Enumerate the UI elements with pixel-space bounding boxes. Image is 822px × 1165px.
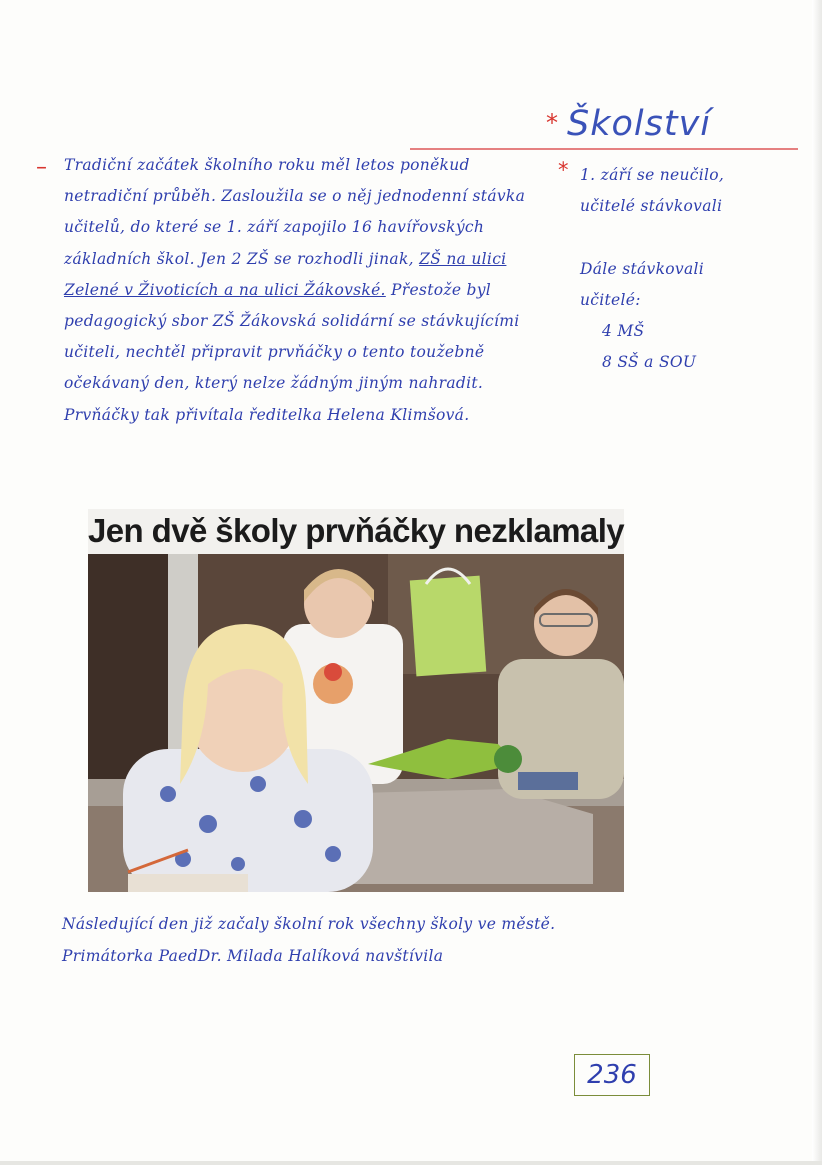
side-note-strike-line1: 1. září se neučilo, (580, 166, 725, 184)
main-paragraph-part2: Přestože byl pedagogický sbor ZŠ Žákovská solidární se stávkujícími učiteli, nechtěl připravit prvňáčky o tento toužebně očekávaný den, který nelze žádným jiným nahradit. Prvňáčky tak přivítala ředitelka Helena Klimšová. (64, 280, 520, 424)
side-note-strike-line2: učitelé stávkovali (580, 197, 723, 215)
chapter-title (546, 104, 711, 144)
main-handwritten-paragraph (64, 150, 554, 431)
classroom-photo-illustration (88, 554, 624, 892)
caption-line1: Následující den již začaly školní rok všechny školy ve městě. (62, 915, 556, 933)
side-note-star-mark: * (558, 158, 569, 182)
page-number-box: 236 (574, 1054, 650, 1096)
side-note-strikers-line3: 4 MŠ (602, 322, 645, 340)
main-paragraph-part1: Tradiční začátek školního roku měl letos poněkud netradiční průběh. Zasloužila se o něj jednodenní stávka učitelů, do které se 1. září zapojilo 16 havířovských základních škol. Jen 2 ZŠ se rozhodli jinak, (64, 156, 526, 268)
main-paragraph-underlined: ZŠ na ulici Zelené v Životicích a na ulici Žákovské. (64, 249, 507, 299)
page-bottom-edge (0, 1161, 822, 1165)
title-star-mark: * (546, 109, 559, 137)
caption-handwritten-text (62, 908, 582, 972)
side-note-strikers-line4: 8 SŠ a SOU (602, 353, 697, 371)
caption-line2: Primátorka PaedDr. Milada Halíková navštívila (62, 947, 444, 965)
chapter-title-text: Školství (567, 104, 712, 144)
clipping-headline: Jen dvě školy prvňáčky nezklamaly (88, 512, 625, 549)
paragraph-dash-mark: – (36, 155, 47, 180)
side-note-strike (580, 160, 800, 222)
side-note-strikers-line2: učitelé: (580, 291, 641, 309)
clipping-photo (88, 554, 624, 892)
side-note-strikers-line1: Dále stávkovali (580, 260, 705, 278)
page-edge-shadow (812, 0, 822, 1165)
side-note-strikers (580, 254, 790, 378)
newspaper-clipping (88, 509, 624, 892)
